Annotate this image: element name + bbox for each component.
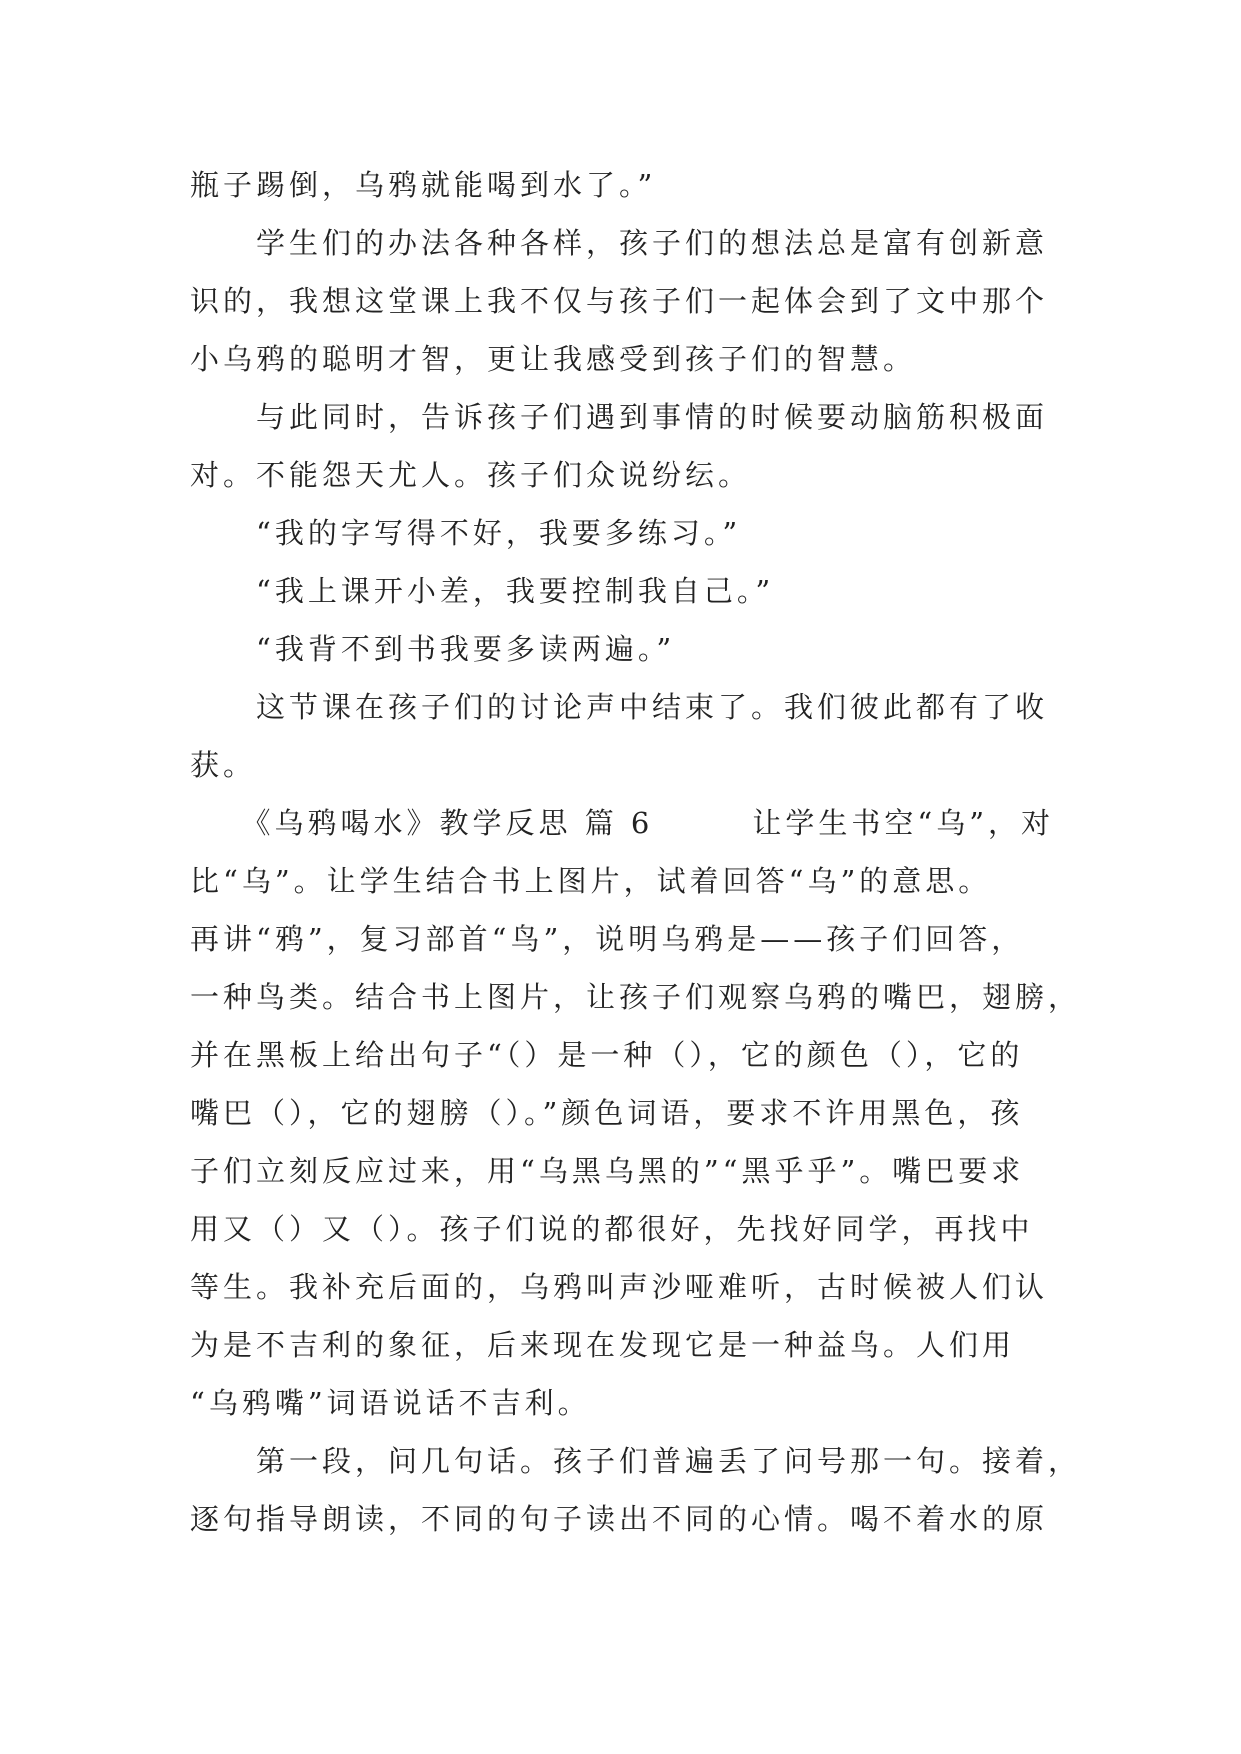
text-line: 为是不吉利的象征，后来现在发现它是一种益鸟。人们用 <box>190 1328 1016 1362</box>
text-line: 比“乌”。让学生结合书上图片，试着回答“乌”的意思。 <box>190 864 992 898</box>
text-line: 这节课在孩子们的讨论声中结束了。我们彼此都有了收 <box>190 690 1049 724</box>
text-line: 第一段，问几句话。孩子们普遍丢了问号那一句。接着， <box>190 1444 1082 1478</box>
text-line: 逐句指导朗读，不同的句子读出不同的心情。喝不着水的原 <box>190 1502 1049 1536</box>
section-heading-line: 《乌鸦喝水》教学反思 篇 6 让学生书空“乌”，对 <box>190 806 1055 840</box>
text-line: “我上课开小差，我要控制我自己。” <box>190 574 775 608</box>
text-line: 小乌鸦的聪明才智，更让我感受到孩子们的智慧。 <box>190 342 917 376</box>
text-line: “我背不到书我要多读两遍。” <box>190 632 676 666</box>
text-line: 与此同时，告诉孩子们遇到事情的时候要动脑筋积极面 <box>190 400 1049 434</box>
text-line: 子们立刻反应过来，用“乌黑乌黑的”“黑乎乎”。嘴巴要求 <box>190 1154 1025 1188</box>
text-line: 瓶子踢倒，乌鸦就能喝到水了。” <box>190 168 657 202</box>
text-line: 对。不能怨天尤人。孩子们众说纷纭。 <box>190 458 752 492</box>
text-line: 并在黑板上给出句子“（）是一种（），它的颜色（），它的 <box>190 1038 1024 1072</box>
text-line: 一种鸟类。结合书上图片，让孩子们观察乌鸦的嘴巴，翅膀， <box>190 980 1082 1014</box>
text-line: 用又（）又（）。孩子们说的都很好，先找好同学，再找中 <box>190 1212 1034 1246</box>
text-line: 学生们的办法各种各样，孩子们的想法总是富有创新意 <box>190 226 1049 260</box>
text-line: 再讲“鸦”，复习部首“鸟”，说明乌鸦是——孩子们回答， <box>190 922 1025 956</box>
text-line: 识的，我想这堂课上我不仅与孩子们一起体会到了文中那个 <box>190 284 1049 318</box>
text-line: 获。 <box>190 748 257 782</box>
text-line: “乌鸦嘴”词语说话不吉利。 <box>190 1386 591 1420</box>
text-line: 嘴巴（），它的翅膀（）。”颜色词语，要求不许用黑色，孩 <box>190 1096 1024 1130</box>
document-body <box>190 156 1082 1548</box>
text-line: 等生。我补充后面的，乌鸦叫声沙哑难听，古时候被人们认 <box>190 1270 1049 1304</box>
text-line: “我的字写得不好，我要多练习。” <box>190 516 742 550</box>
